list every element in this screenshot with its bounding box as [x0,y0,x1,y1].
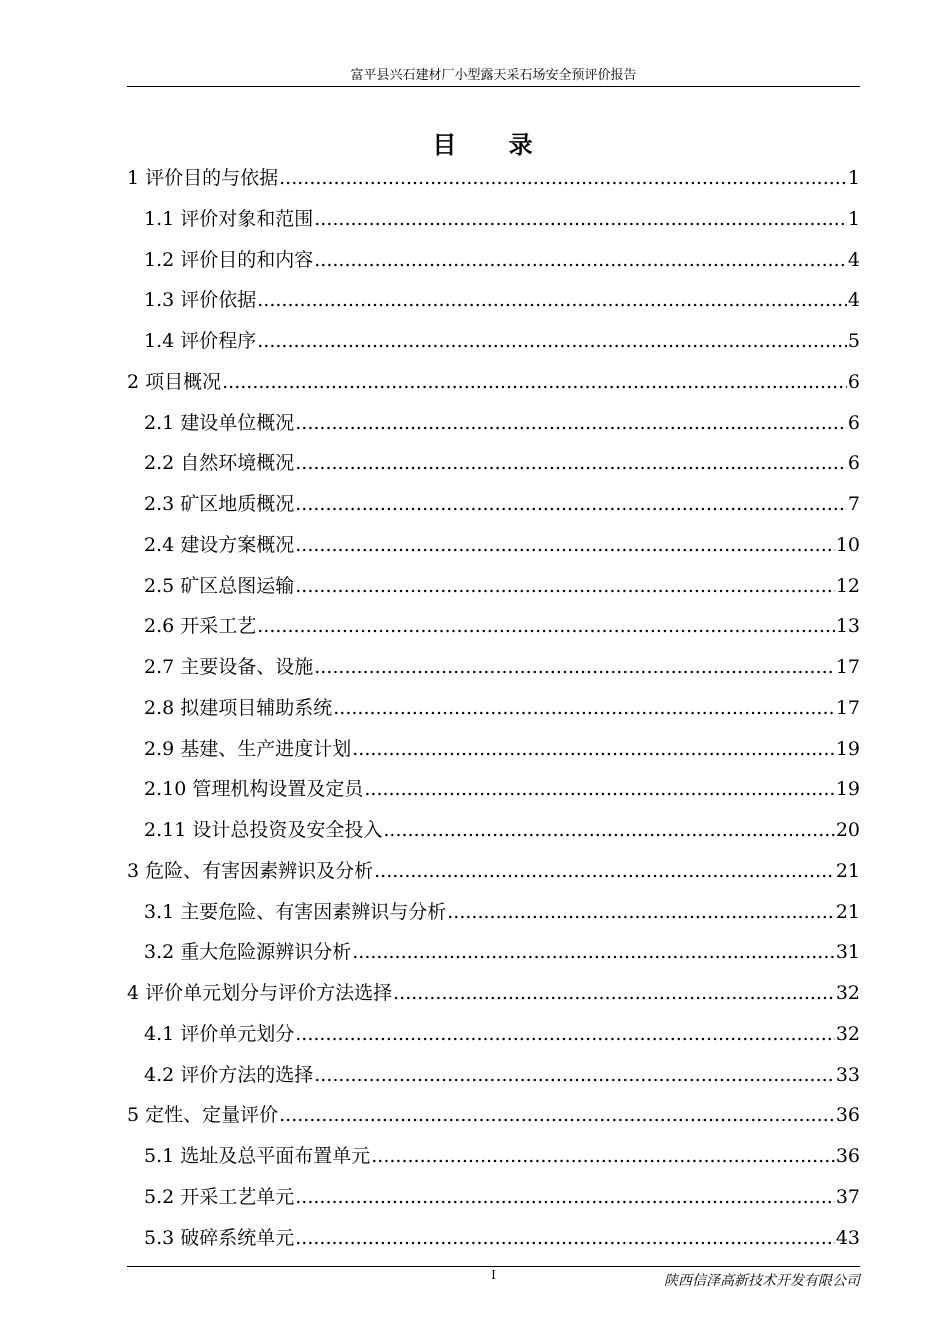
toc-entry-label: 2.6 开采工艺 [144,615,257,638]
toc-entry-label: 5.1 选址及总平面布置单元 [144,1145,371,1167]
toc-dot-leader [295,1218,835,1259]
toc-entry[interactable] [127,810,860,851]
toc-entry[interactable] [127,1055,860,1096]
toc-entry-page: 13 [835,615,860,638]
toc-entry-label: 5 定性、定量评价 [127,1104,279,1127]
toc-dot-leader [374,851,835,892]
toc-entry[interactable] [127,647,860,688]
footer-company-name: 陕西信泽高新技术开发有限公司 [664,1273,860,1289]
toc-dot-leader [364,769,834,810]
toc-title: 目 录 [432,131,555,159]
toc-entry[interactable] [127,1095,860,1136]
toc-entry[interactable] [127,158,860,199]
toc-dot-leader [314,199,847,240]
toc-entry[interactable] [127,362,860,403]
header-title: 富平县兴石建材厂小型露天采石场安全预评价报告 [350,68,637,83]
table-of-contents [127,158,860,1258]
page-header [127,66,860,87]
toc-entry[interactable] [127,525,860,566]
toc-entry-page: 4 [847,248,860,271]
toc-entry[interactable] [127,769,860,810]
toc-entry-label: 2.1 建设单位概况 [144,411,295,434]
toc-dot-leader [257,606,835,647]
toc-entry-page: 4 [847,289,860,312]
toc-entry-label: 4.1 评价单元划分 [144,1022,295,1045]
toc-dot-leader [371,1136,835,1177]
toc-entry[interactable] [127,199,860,240]
toc-entry-label: 2.5 矿区总图运输 [144,574,295,597]
toc-entry-label: 5.2 开采工艺单元 [144,1185,295,1208]
toc-dot-leader [295,403,847,444]
toc-entry-page: 12 [835,574,860,597]
toc-entry[interactable] [127,606,860,647]
toc-entry-page: 36 [835,1104,860,1127]
toc-dot-leader [295,566,835,607]
toc-entry-page: 33 [835,1063,860,1086]
toc-entry-label: 4.2 评价方法的选择 [144,1063,314,1086]
toc-entry-label: 2.10 管理机构设置及定员 [144,778,364,801]
toc-entry-label: 2.4 建设方案概况 [144,533,295,556]
toc-dot-leader [352,932,835,973]
toc-entry-label: 2.11 设计总投资及安全投入 [144,819,383,841]
toc-entry[interactable] [127,443,860,484]
toc-entry-page: 1 [847,167,860,189]
page-footer [127,1266,860,1291]
toc-dot-leader [314,647,835,688]
toc-entry-label: 3.1 主要危险、有害因素辨识与分析 [144,900,447,923]
toc-entry-page: 37 [835,1185,860,1208]
toc-entry[interactable] [127,280,860,321]
toc-entry-label: 2.9 基建、生产进度计划 [144,737,352,760]
footer-page-number: I [491,1268,496,1282]
toc-dot-leader [333,688,835,729]
toc-entry[interactable] [127,851,860,892]
toc-entry-page: 21 [835,859,860,882]
toc-entry[interactable] [127,403,860,444]
toc-entry[interactable] [127,892,860,933]
toc-dot-leader [447,892,835,933]
toc-entry-page: 43 [835,1226,860,1249]
toc-entry-page: 6 [847,452,860,475]
toc-entry[interactable] [127,240,860,281]
toc-dot-leader [314,240,847,281]
toc-dot-leader [295,1014,835,1055]
toc-dot-leader [279,158,847,199]
toc-entry-page: 1 [847,207,860,230]
toc-dot-leader [257,321,847,362]
toc-entry-label: 2.2 自然环境概况 [144,452,295,475]
toc-entry[interactable] [127,1014,860,1055]
toc-entry-label: 2.8 拟建项目辅助系统 [144,696,333,719]
toc-entry[interactable] [127,1136,860,1177]
toc-entry-label: 5.3 破碎系统单元 [144,1226,295,1249]
toc-dot-leader [295,525,835,566]
toc-entry-page: 32 [835,982,860,1004]
toc-entry[interactable] [127,484,860,525]
toc-entry-page: 17 [835,696,860,719]
toc-entry-page: 19 [835,778,860,801]
toc-dot-leader [393,973,835,1014]
toc-dot-leader [295,443,847,484]
toc-entry-page: 17 [835,656,860,678]
toc-entry-label: 1.2 评价目的和内容 [144,248,314,271]
toc-entry-page: 36 [835,1145,860,1167]
toc-entry-page: 10 [835,533,860,556]
toc-entry-label: 2.7 主要设备、设施 [144,656,314,678]
toc-entry[interactable] [127,566,860,607]
toc-dot-leader [314,1055,835,1096]
toc-entry-page: 21 [835,900,860,923]
toc-dot-leader [222,362,847,403]
toc-dot-leader [279,1095,835,1136]
toc-entry-page: 7 [847,493,860,515]
toc-dot-leader [352,729,835,770]
toc-entry-label: 2.3 矿区地质概况 [144,493,295,515]
toc-entry-label: 1.1 评价对象和范围 [144,207,314,230]
toc-entry-page: 5 [847,330,860,352]
toc-entry-label: 4 评价单元划分与评价方法选择 [127,982,393,1004]
toc-entry-page: 6 [847,370,860,393]
toc-entry[interactable] [127,1218,860,1259]
toc-entry-label: 1 评价目的与依据 [127,167,279,189]
toc-entry-page: 6 [847,411,860,434]
toc-entry[interactable] [127,688,860,729]
toc-entry[interactable] [127,973,860,1014]
toc-entry-label: 3 危险、有害因素辨识及分析 [127,859,374,882]
toc-dot-leader [295,1177,835,1218]
toc-entry[interactable] [127,932,860,973]
toc-entry[interactable] [127,729,860,770]
toc-entry-label: 2 项目概况 [127,370,222,393]
toc-entry[interactable] [127,1177,860,1218]
toc-dot-leader [383,810,834,851]
toc-entry-label: 1.3 评价依据 [144,289,257,312]
toc-entry-page: 32 [835,1022,860,1045]
toc-dot-leader [295,484,847,525]
toc-entry-label: 1.4 评价程序 [144,330,257,352]
toc-entry-page: 31 [835,941,860,964]
toc-entry-page: 20 [835,819,860,841]
toc-dot-leader [257,280,847,321]
toc-entry[interactable] [127,321,860,362]
toc-entry-page: 19 [835,737,860,760]
toc-entry-label: 3.2 重大危险源辨识分析 [144,941,352,964]
